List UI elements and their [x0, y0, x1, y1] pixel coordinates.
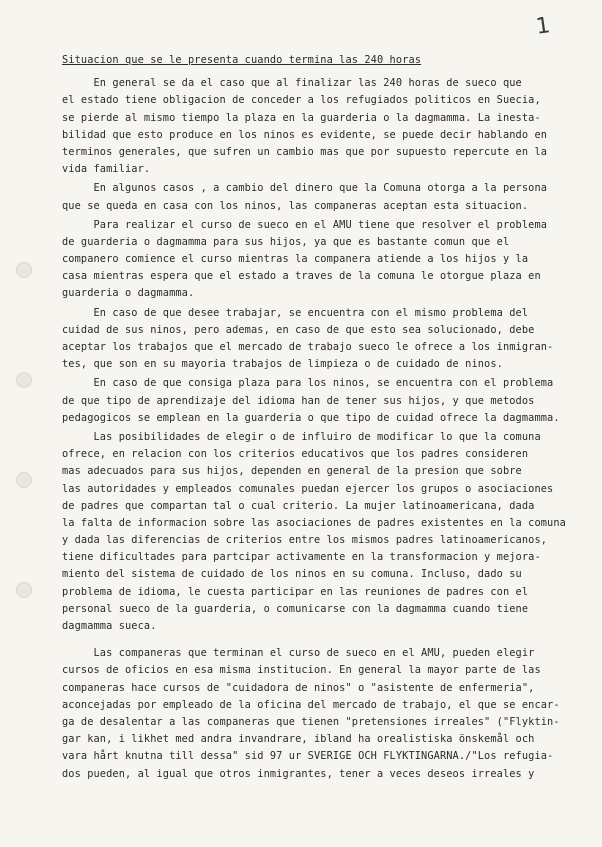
text-line: de padres que compartan tal o cual criterio. La mujer latinoamericana, dada — [62, 499, 535, 512]
text-line: el estado tiene obligacion de conceder a los refugiados politicos en Suecia, — [62, 94, 541, 107]
text-line: terminos generales, que sufren un cambio mas que por supuesto repercute en la — [62, 145, 548, 158]
text-line: Para realizar el curso de sueco en el AMU tiene que resolver el problema — [62, 218, 548, 231]
text-line: la falta de informacion sobre las asociaciones de padres existentes en la comuna — [62, 516, 566, 529]
text-line: ofrece, en relacion con los criterios educativos que los padres consideren — [62, 448, 529, 461]
paragraph — [62, 645, 562, 783]
text-line: se pierde al mismo tiempo la plaza en la guarderia o la dagmamma. La inesta- — [62, 111, 541, 124]
paragraph — [62, 305, 562, 374]
text-line: y dada las diferencias de criterios entre los mismos padres latinoamericanos, — [62, 534, 548, 547]
text-line: de guarderia o dagmamma para sus hijos, ya que es bastante comun que el — [62, 235, 510, 248]
text-line: ga de desalentar a las companeras que tienen "pretensiones irreales" ("Flyktin- — [62, 715, 560, 728]
text-line: aceptar los trabajos que el mercado de trabajo sueco le ofrece a los inmigran- — [62, 341, 554, 354]
text-line: En algunos casos , a cambio del dinero que la Comuna otorga a la persona — [62, 182, 548, 195]
text-line: vara hårt knutna till dessa" sid 97 ur SVERIGE OCH FLYKTINGARNA./"Los refugia- — [62, 750, 554, 763]
paragraph — [62, 217, 562, 303]
text-line: guarderia o dagmamma. — [62, 287, 195, 300]
punch-hole — [16, 372, 32, 388]
paragraphs — [62, 75, 566, 783]
text-line: problema de idioma, le cuesta participar en las reuniones de padres con el — [62, 585, 529, 598]
text-line: En general se da el caso que al finalizar las 240 horas de sueco que — [62, 77, 522, 90]
punch-hole — [16, 472, 32, 488]
text-line: que se queda en casa con los ninos, las companeras aceptan esta situacion. — [62, 199, 529, 212]
text-line: de que tipo de aprendizaje del idioma han de tener sus hijos, y que metodos — [62, 394, 535, 407]
punch-hole — [16, 262, 32, 278]
paragraph — [62, 180, 562, 214]
text-line: bilidad que esto produce en los ninos es evidente, se puede decir hablando en — [62, 128, 548, 141]
text-line: companero comience el curso mientras la companera atiende a los hijos y la — [62, 253, 529, 266]
text-line: aconcejadas por empleado de la oficina del mercado de trabajo, el que se encar- — [62, 698, 560, 711]
text-line: dos pueden, al igual que otros inmigrantes, tener a veces deseos irreales y — [62, 767, 535, 780]
paragraph — [62, 429, 566, 635]
text-line: cursos de oficios en esa misma institucion. En general la mayor parte de las — [62, 664, 541, 677]
text-line: dagmamma sueca. — [62, 620, 157, 633]
text-line: Las posibilidades de elegir o de influiro de modificar lo que la comuna — [62, 430, 541, 443]
text-line: vida familiar. — [62, 163, 151, 176]
section-title: Situacion que se le presenta cuando termina las 240 horas — [62, 54, 422, 66]
text-line: miento del sistema de cuidado de los ninos en su comuna. Incluso, dado su — [62, 568, 522, 581]
text-line: casa mientras espera que el estado a traves de la comuna le otorgue plaza en — [62, 270, 541, 283]
text-line: En caso de que consiga plaza para los ninos, se encuentra con el problema — [62, 377, 554, 390]
text-line: Las companeras que terminan el curso de sueco en el AMU, pueden elegir — [62, 647, 535, 660]
punch-hole — [16, 582, 32, 598]
text-line: En caso de que desee trabajar, se encuentra con el mismo problema del — [62, 306, 529, 319]
document-body — [62, 52, 566, 785]
text-line: gar kan, i likhet med andra invandrare, ibland ha orealistiska önskemål och — [62, 733, 535, 746]
text-line: tes, que son en su mayoria trabajos de limpieza o de cuidado de ninos. — [62, 358, 503, 371]
text-line: las autoridades y empleados comunales puedan ejercer los grupos o asociaciones — [62, 482, 554, 495]
text-line: pedagogicos se emplean en la guarderia o que tipo de cuidad ofrece la dagmamma. — [62, 411, 560, 424]
text-line: companeras hace cursos de "cuidadora de ninos" o "asistente de enfermeria", — [62, 681, 535, 694]
text-line: personal sueco de la guarderia, o comunicarse con la dagmamma cuando tiene — [62, 602, 529, 615]
page-number: 1 — [534, 13, 552, 40]
paragraph — [62, 75, 562, 178]
text-line: mas adecuados para sus hijos, dependen en general de la presion que sobre — [62, 465, 522, 478]
text-line: tiene dificultades para partcipar activamente en la transformacion y mejora- — [62, 551, 541, 564]
paragraph — [62, 375, 562, 427]
text-line: cuidad de sus ninos, pero ademas, en caso de que esto sea solucionado, debe — [62, 323, 535, 336]
